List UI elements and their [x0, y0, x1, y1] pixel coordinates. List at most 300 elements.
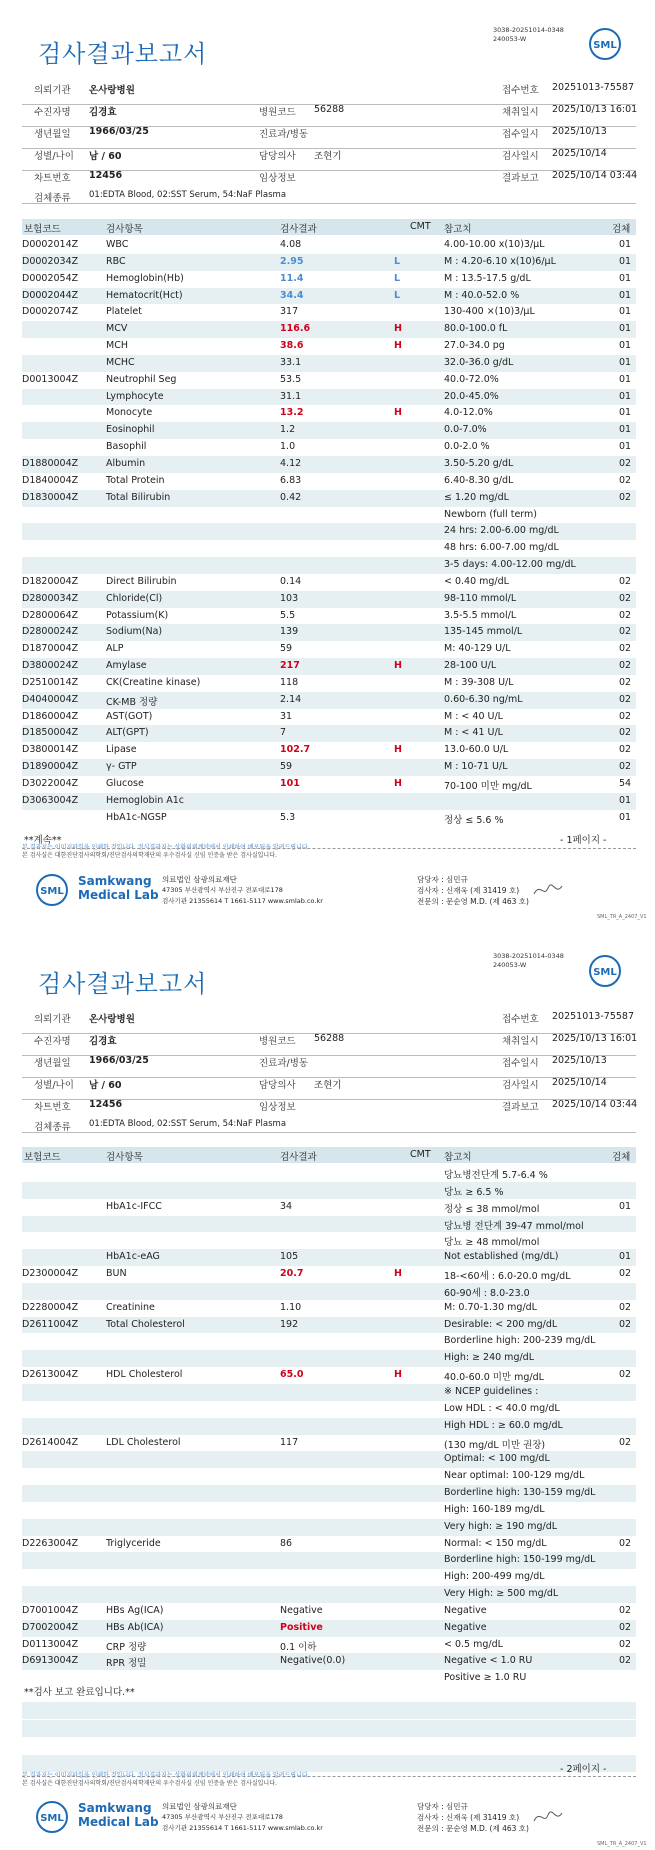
specimen-cell: 02: [619, 1537, 632, 1549]
divider: [22, 1055, 636, 1056]
reference-cell: 40.0-72.0%: [444, 373, 499, 385]
result-cell: 1.2: [280, 424, 296, 436]
sex-age-value: 남 / 60: [89, 151, 122, 162]
specimen-cell: 02: [619, 609, 632, 621]
specimen-cell: 02: [619, 693, 632, 705]
code-cell: D2510014Z: [22, 676, 79, 688]
result-cell: 102.7: [280, 744, 311, 756]
result-cell: Positive: [280, 1621, 323, 1633]
reference-cell: Very High: ≥ 500 mg/dL: [444, 1588, 559, 1600]
specimen-cell: 01: [619, 1200, 632, 1212]
reference-cell: 20.0-45.0%: [444, 390, 499, 402]
specimen-cell: 02: [619, 1301, 632, 1313]
test-name-cell: HBs Ab(ICA): [106, 1621, 164, 1633]
form-code: SML_TR_A_2407_V1: [597, 1841, 647, 1847]
reference-cell: 정상 ≤ 38 mmol/mol: [444, 1203, 540, 1215]
reference-cell: Negative: [444, 1621, 487, 1633]
divider: [22, 1099, 636, 1100]
reference-cell: Near optimal: 100-129 mg/dL: [444, 1470, 585, 1482]
reference-cell: 48 hrs: 6.00-7.00 mg/dL: [444, 542, 559, 554]
table-row: [22, 1552, 636, 1569]
table-row: [22, 507, 636, 524]
test-name-cell: ALT(GPT): [106, 727, 149, 739]
flag-cell: L: [394, 272, 401, 284]
table-row: [22, 658, 636, 675]
code-cell: D1830004Z: [22, 491, 79, 503]
result-cell: 59: [280, 643, 293, 655]
divider: [22, 848, 636, 849]
table-row: [22, 1199, 636, 1216]
table-row: [22, 742, 636, 759]
reference-cell: Normal: < 150 mg/dL: [444, 1537, 547, 1549]
patient-info: 의뢰기관 온사랑병원 접수번호 20251013-75587 수진자명 김경효 병원코드 56288 채취일시 2025/10/13 16:01 생년월일 1966/03/25 진료과/병동 접수일시 2025/10/13 성별/나이 남 / 60 담당의사 조현기 검사일시 2025/10/14 차트번호 12456 임상정보 결과보고 2025/10/14 03:44 검체종류 01:EDTA Blood, 02:SST Serum, 54:NaF Plasma: [34, 1011, 638, 1133]
results-table-header: 보험코드 검사항목 검사결과 CMT 참고치 검체: [22, 219, 636, 235]
specimen-cell: 01: [619, 239, 632, 250]
result-cell: 34: [280, 1200, 293, 1212]
result-cell: 33.1: [280, 356, 302, 368]
table-row: [22, 237, 636, 254]
brand-name: Samkwang Medical Lab: [78, 1801, 159, 1829]
table-row: [22, 1536, 636, 1553]
code-cell: D2614004Z: [22, 1436, 79, 1448]
signature-image: [532, 1807, 566, 1827]
code-cell: D2800024Z: [22, 626, 79, 638]
patient-name-value: 김경효: [89, 107, 117, 118]
code-cell: D6913004Z: [22, 1655, 79, 1667]
table-row: [22, 675, 636, 692]
reference-cell: M : 13.5-17.5 g/dL: [444, 272, 531, 284]
test-name-cell: HbA1c-IFCC: [106, 1200, 162, 1212]
table-row: [22, 372, 636, 389]
form-code: SML_TR_A_2407_V1: [597, 914, 647, 920]
test-name-cell: MCH: [106, 340, 128, 352]
specimen-cell: 02: [619, 727, 632, 739]
signatories: 담당자 : 심민규 검사자 : 신재욱 (제 31419 호) 전문의 : 문순영 M.D. (제 463 호): [417, 875, 529, 906]
test-name-cell: Lymphocyte: [106, 390, 164, 402]
specimen-cell: 01: [619, 356, 632, 368]
tested-value: 2025/10/14: [552, 1077, 607, 1088]
test-name-cell: Platelet: [106, 306, 142, 318]
test-name-cell: Total Cholesterol: [106, 1318, 185, 1330]
result-cell: 31: [280, 710, 293, 722]
test-name-cell: WBC: [106, 239, 129, 250]
flag-cell: H: [394, 778, 402, 789]
table-row: [22, 1418, 636, 1435]
result-cell: 53.5: [280, 373, 302, 385]
specimen-cell: 01: [619, 407, 632, 419]
specimen-cell: 01: [619, 424, 632, 436]
table-row: [22, 540, 636, 557]
flag-cell: L: [394, 289, 401, 301]
document-number: 3038-20251014-0348 240053-W: [493, 952, 564, 969]
reference-cell: 70-100 미만 mg/dL: [444, 781, 532, 792]
reference-cell: 98-110 mmol/L: [444, 592, 517, 604]
code-cell: D0013004Z: [22, 373, 79, 385]
sml-logo-icon: [34, 872, 70, 908]
test-name-cell: Amylase: [106, 660, 147, 672]
result-cell: 0.1 이하: [280, 1641, 317, 1653]
svg-text:SML: SML: [593, 967, 617, 978]
table-row: [22, 523, 636, 540]
specimen-cell: 02: [619, 1268, 632, 1280]
code-cell: D3800024Z: [22, 660, 79, 672]
table-row: [22, 1451, 636, 1468]
chart-no-value: 12456: [89, 1099, 123, 1110]
divider: [22, 1033, 636, 1034]
code-cell: D1880004Z: [22, 457, 79, 469]
table-row: [22, 1485, 636, 1502]
result-cell: 116.6: [280, 323, 311, 335]
report-page-2: [0, 925, 655, 1850]
reference-cell: 4.00-10.00 x(10)3/μL: [444, 239, 545, 250]
table-row: [22, 810, 636, 827]
reference-cell: 3.50-5.20 g/dL: [444, 457, 514, 469]
footnote-image-notice: 본 결과지는 이미지파일을 인쇄한 것입니다. 정식결과지는 상환의뢰계약에서 인쇄하여 배포됨을 알려드립니다.: [22, 1772, 310, 1779]
code-cell: D2611004Z: [22, 1318, 79, 1330]
test-name-cell: HBs Ag(ICA): [106, 1604, 164, 1616]
result-cell: 317: [280, 306, 299, 318]
reference-cell: 6.40-8.30 g/dL: [444, 474, 514, 486]
specimen-cell: 01: [619, 373, 632, 385]
table-row: [22, 1266, 636, 1283]
code-cell: D7002004Z: [22, 1621, 79, 1633]
table-row: [22, 1283, 636, 1300]
table-row: [22, 1350, 636, 1367]
table-row: [22, 473, 636, 490]
reference-cell: Not established (mg/dL): [444, 1251, 559, 1263]
table-row: [22, 1468, 636, 1485]
flag-cell: H: [394, 660, 402, 672]
doctor-value: 조현기: [314, 151, 342, 162]
reference-cell: Borderline high: 130-159 mg/dL: [444, 1487, 596, 1499]
code-cell: D0002034Z: [22, 255, 79, 267]
reference-cell: ※ NCEP guidelines :: [444, 1385, 539, 1397]
divider: [22, 148, 636, 149]
table-row: [22, 1367, 636, 1384]
table-row: [22, 1216, 636, 1233]
reference-cell: M : < 40 U/L: [444, 710, 503, 722]
test-name-cell: HbA1c-eAG: [106, 1251, 160, 1263]
code-cell: D1860004Z: [22, 710, 79, 722]
reference-cell: Optimal: < 100 mg/dL: [444, 1453, 550, 1465]
table-row: [22, 1435, 636, 1452]
code-cell: D2263004Z: [22, 1537, 79, 1549]
reference-cell: Positive ≥ 1.0 RU: [444, 1672, 527, 1684]
flag-cell: H: [394, 744, 402, 756]
test-name-cell: LDL Cholesterol: [106, 1436, 181, 1448]
specimen-cell: 02: [619, 1436, 632, 1448]
result-cell: 101: [280, 778, 300, 789]
test-name-cell: Chloride(Cl): [106, 592, 163, 604]
specimen-cell: 01: [619, 289, 632, 301]
specimen-cell: 02: [619, 710, 632, 722]
specimen-cell: 02: [619, 761, 632, 773]
table-row: [22, 1620, 636, 1637]
test-name-cell: RBC: [106, 255, 126, 267]
table-row: [22, 1586, 636, 1603]
specimen-cell: 02: [619, 457, 632, 469]
test-name-cell: CRP 정량: [106, 1641, 147, 1653]
divider: [22, 170, 636, 171]
reference-cell: (130 mg/dL 미만 권장): [444, 1439, 546, 1451]
test-name-cell: Sodium(Na): [106, 626, 163, 638]
table-row: [22, 1401, 636, 1418]
test-name-cell: Eosinophil: [106, 424, 155, 436]
code-cell: D0002014Z: [22, 239, 79, 250]
table-row: [22, 1653, 636, 1670]
code-cell: D1850004Z: [22, 727, 79, 739]
table-row: [22, 490, 636, 507]
test-name-cell: Neutrophil Seg: [106, 373, 177, 385]
result-cell: 0.14: [280, 575, 302, 587]
tested-value: 2025/10/14: [552, 148, 607, 159]
table-row: [22, 624, 636, 641]
result-cell: 59: [280, 761, 293, 773]
reference-cell: M : < 41 U/L: [444, 727, 503, 739]
reference-cell: Desirable: < 200 mg/dL: [444, 1318, 558, 1330]
table-row: [22, 321, 636, 338]
result-cell: 192: [280, 1318, 299, 1330]
table-row: [22, 1232, 636, 1249]
code-cell: D4040004Z: [22, 693, 79, 705]
table-row: [22, 1182, 636, 1199]
specimen-cell: 01: [619, 441, 632, 453]
table-row: [22, 1333, 636, 1350]
test-name-cell: ALP: [106, 643, 124, 655]
reference-cell: Negative < 1.0 RU: [444, 1655, 533, 1667]
reference-cell: 당뇨 ≥ 48 mmol/mol: [444, 1237, 540, 1249]
test-name-cell: Albumin: [106, 457, 146, 469]
code-cell: D3800014Z: [22, 744, 79, 756]
reference-cell: M: 0.70-1.30 mg/dL: [444, 1301, 537, 1313]
reference-cell: 0.0-2.0 %: [444, 441, 490, 453]
brand-name: Samkwang Medical Lab: [78, 874, 159, 902]
result-cell: 38.6: [280, 340, 304, 352]
reference-cell: M: 40-129 U/L: [444, 643, 511, 655]
code-cell: D2280004Z: [22, 1301, 79, 1313]
signatories: 담당자 : 심민규 검사자 : 신재욱 (제 31419 호) 전문의 : 문순영 M.D. (제 463 호): [417, 1802, 529, 1833]
reference-cell: Borderline high: 150-199 mg/dL: [444, 1554, 596, 1566]
flag-cell: H: [394, 407, 402, 419]
reference-cell: High: ≥ 240 mg/dL: [444, 1352, 534, 1364]
specimen-cell: 01: [619, 340, 632, 352]
specimen-cell: 01: [619, 794, 632, 806]
table-row: [22, 1502, 636, 1519]
table-row: [22, 1519, 636, 1536]
reference-cell: < 0.5 mg/dL: [444, 1638, 503, 1650]
result-cell: 34.4: [280, 289, 304, 301]
table-row: [22, 405, 636, 422]
dob-value: 1966/03/25: [89, 126, 149, 137]
result-cell: 1.0: [280, 441, 296, 453]
result-cell: 105: [280, 1251, 299, 1263]
specimen-cell: 02: [619, 491, 632, 503]
reference-cell: 40.0-60.0 미만 mg/dL: [444, 1372, 544, 1384]
report-footer: [22, 1795, 647, 1847]
specimen-cell: 01: [619, 1251, 632, 1263]
reference-cell: 3-5 days: 4.00-12.00 mg/dL: [444, 559, 576, 571]
sml-logo-icon: [588, 27, 622, 61]
footnote-accreditation: 본 검사실은 대한진단검사의학회/진단검사의학재단의 우수검사실 신임 인증을 받은 검사실입니다.: [22, 852, 277, 859]
sml-logo-icon: [588, 954, 622, 988]
reference-cell: 27.0-34.0 pg: [444, 340, 505, 352]
result-cell: 217: [280, 660, 300, 672]
reference-cell: Very high: ≥ 190 mg/dL: [444, 1520, 558, 1532]
report-title: 검사결과보고서: [38, 970, 208, 998]
page-number: - 2페이지 -: [560, 1764, 607, 1775]
test-name-cell: MCV: [106, 323, 128, 335]
reference-cell: M : 39-308 U/L: [444, 676, 514, 688]
specimen-cell: 02: [619, 1318, 632, 1330]
divider: [22, 1132, 636, 1133]
reference-cell: 18-<60세 : 6.0-20.0 mg/dL: [444, 1271, 571, 1283]
specimen-cell: 02: [619, 643, 632, 655]
specimen-cell: 01: [619, 390, 632, 402]
test-name-cell: Total Protein: [106, 474, 165, 486]
specimen-cell: 02: [619, 676, 632, 688]
specimen-value: 01:EDTA Blood, 02:SST Serum, 54:NaF Plasma: [89, 1119, 287, 1129]
table-row: [22, 422, 636, 439]
reference-cell: 135-145 mmol/L: [444, 626, 523, 638]
code-cell: D1890004Z: [22, 761, 79, 773]
table-row: [22, 557, 636, 574]
reference-cell: 24 hrs: 2.00-6.00 mg/dL: [444, 525, 559, 537]
divider: [22, 126, 636, 127]
collected-value: 2025/10/13 16:01: [552, 104, 638, 115]
result-cell: 65.0: [280, 1369, 304, 1381]
specimen-cell: 02: [619, 1369, 632, 1381]
table-row: [22, 456, 636, 473]
results-table-page-2: [22, 1165, 636, 1687]
test-name-cell: Direct Bilirubin: [106, 575, 177, 587]
institution-value: 온사랑병원: [89, 1014, 135, 1025]
code-cell: D2800034Z: [22, 592, 79, 604]
table-row: [22, 254, 636, 271]
code-cell: D2300004Z: [22, 1268, 79, 1280]
lab-address: 의료법인 삼광의료재단 47305 부산광역시 부산진구 전포대로178 검사기관 21355614 T 1661-5117 www.smlab.co.kr: [162, 1802, 323, 1832]
table-row: [22, 574, 636, 591]
reference-cell: ≤ 1.20 mg/dL: [444, 491, 509, 503]
doctor-value: 조현기: [314, 1080, 342, 1091]
table-row: [22, 759, 636, 776]
table-row: [22, 776, 636, 793]
report-title: 검사결과보고서: [38, 40, 208, 68]
specimen-cell: 02: [619, 626, 632, 638]
reference-cell: Low HDL : < 40.0 mg/dL: [444, 1402, 560, 1414]
test-name-cell: Hemoglobin A1c: [106, 794, 185, 806]
table-row: [22, 692, 636, 709]
reference-cell: M : 4.20-6.10 x(10)6/μL: [444, 255, 556, 267]
receipt-no-value: 20251013-75587: [552, 1011, 635, 1022]
table-row: [22, 1165, 636, 1182]
svg-text:SML: SML: [593, 40, 617, 51]
table-row: [22, 355, 636, 372]
results-table-header: 보험코드 검사항목 검사결과 CMT 참고치 검체: [22, 1147, 636, 1163]
specimen-cell: 02: [619, 1638, 632, 1650]
signature-image: [532, 880, 566, 900]
flag-cell: H: [394, 340, 402, 352]
test-name-cell: Monocyte: [106, 407, 153, 419]
reference-cell: 0.60-6.30 ng/mL: [444, 693, 523, 705]
result-cell: 4.08: [280, 239, 302, 250]
lab-address: 의료법인 삼광의료재단 47305 부산광역시 부산진구 전포대로178 검사기관 21355614 T 1661-5117 www.smlab.co.kr: [162, 875, 323, 905]
result-cell: 117: [280, 1436, 299, 1448]
continue-note: **계속**: [24, 835, 62, 846]
test-name-cell: MCHC: [106, 356, 135, 368]
reference-cell: 130-400 ×(10)3/μL: [444, 306, 535, 318]
test-name-cell: Glucose: [106, 778, 144, 789]
result-cell: 2.14: [280, 693, 302, 705]
reference-cell: 당뇨병 전단계 39-47 mmol/mol: [444, 1220, 584, 1232]
sex-age-value: 남 / 60: [89, 1080, 122, 1091]
result-cell: 118: [280, 676, 299, 688]
table-row: [22, 591, 636, 608]
reference-cell: High HDL : ≥ 60.0 mg/dL: [444, 1419, 563, 1431]
specimen-cell: 02: [619, 474, 632, 486]
blank-row: [22, 1702, 636, 1719]
result-cell: 86: [280, 1537, 293, 1549]
test-name-cell: Hemoglobin(Hb): [106, 272, 184, 284]
flag-cell: H: [394, 1268, 402, 1280]
specimen-cell: 02: [619, 744, 632, 756]
result-cell: 7: [280, 727, 287, 739]
hospital-code-value: 56288: [314, 104, 345, 115]
reference-cell: 80.0-100.0 fL: [444, 323, 508, 335]
reference-cell: 60-90세 : 8.0-23.0: [444, 1287, 530, 1299]
reference-cell: 32.0-36.0 g/dL: [444, 356, 514, 368]
test-name-cell: Total Bilirubin: [106, 491, 171, 503]
hospital-code-value: 56288: [314, 1033, 345, 1044]
result-cell: 2.95: [280, 255, 304, 267]
table-row: [22, 608, 636, 625]
result-cell: 20.7: [280, 1268, 304, 1280]
code-cell: D0113004Z: [22, 1638, 79, 1650]
reported-value: 2025/10/14 03:44: [552, 170, 638, 181]
reference-cell: High: 200-499 mg/dL: [444, 1571, 545, 1583]
received-value: 2025/10/13: [552, 126, 607, 137]
blank-row: [22, 1720, 636, 1737]
test-name-cell: γ- GTP: [106, 761, 137, 773]
table-row: [22, 338, 636, 355]
reference-cell: 13.0-60.0 U/L: [444, 744, 509, 756]
reference-cell: 4.0-12.0%: [444, 407, 493, 419]
test-name-cell: Potassium(K): [106, 609, 169, 621]
test-name-cell: BUN: [106, 1268, 127, 1280]
divider: [22, 203, 636, 204]
svg-text:SML: SML: [40, 886, 64, 897]
test-name-cell: HbA1c-NGSP: [106, 811, 167, 823]
test-name-cell: Basophil: [106, 441, 147, 453]
reference-cell: 3.5-5.5 mmol/L: [444, 609, 517, 621]
table-row: [22, 1317, 636, 1334]
code-cell: D0002044Z: [22, 289, 79, 301]
table-row: [22, 439, 636, 456]
reported-value: 2025/10/14 03:44: [552, 1099, 638, 1110]
test-name-cell: Lipase: [106, 744, 137, 756]
result-cell: 11.4: [280, 272, 304, 284]
table-row: [22, 725, 636, 742]
specimen-cell: 02: [619, 660, 632, 672]
table-row: [22, 1637, 636, 1654]
chart-no-value: 12456: [89, 170, 123, 181]
report-footer: [22, 868, 647, 920]
sml-logo-icon: [34, 1799, 70, 1835]
test-name-cell: CK-MB 정량: [106, 696, 158, 708]
code-cell: D1820004Z: [22, 575, 79, 587]
specimen-cell: 01: [619, 323, 632, 335]
result-cell: 5.5: [280, 609, 296, 621]
specimen-cell: 02: [619, 1655, 632, 1667]
